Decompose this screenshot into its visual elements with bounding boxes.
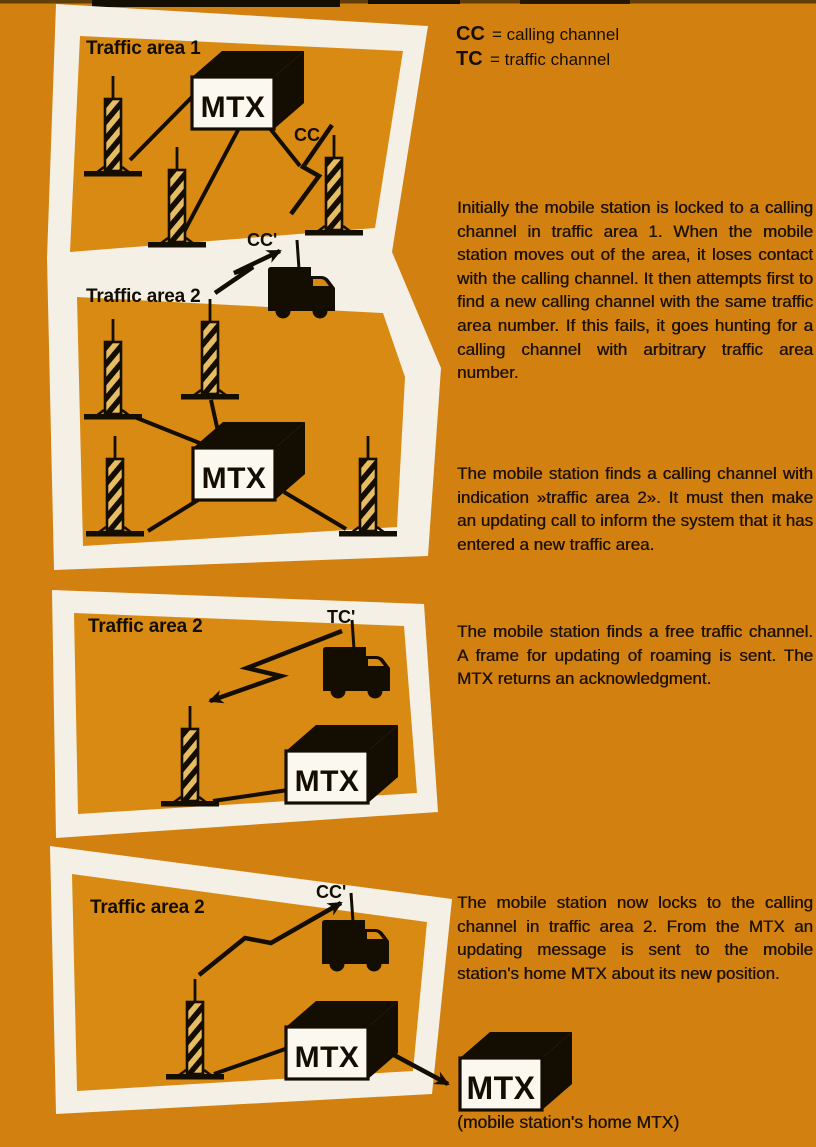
explanation-paragraph-2: The mobile station finds a calling channel with indication »traffic area 2». It must then make an updating call to inform the system that it has entered a new traffic area. [457,464,813,554]
cc-channel-label: CC [294,125,320,145]
home-mtx-label: MTX [466,1070,536,1106]
cc-prime-channel-label: CC' [316,882,347,902]
mtx-box [286,725,398,803]
mtx-label: MTX [294,765,360,798]
legend-cc-definition: = calling channel [492,25,620,44]
mtx-box [286,1001,398,1079]
home-mtx-caption: (mobile station's home MTX) [457,1112,680,1132]
panel-3-title: Traffic area 2 [88,616,203,637]
panel-1-title: Traffic area 1 [86,38,201,59]
mtx-box [192,51,304,129]
mtx-label: MTX [201,462,267,495]
legend-cc-abbr: CC [456,23,485,45]
explanation-paragraph-4: The mobile station now locks to the calling channel in traffic area 2. From the MTX an updating message is sent to the mobile station's home MTX about its new position. [457,893,813,983]
tc-prime-channel-label: TC' [327,607,356,627]
cc-prime-channel-label: CC' [247,230,278,250]
mtx-box [193,422,305,500]
panel-2-interior [77,297,405,546]
mtx-label: MTX [200,91,266,124]
legend-tc-abbr: TC [456,48,483,70]
explanation-paragraph-3: The mobile station finds a free traffic channel. A frame for updating of roaming is sent. The MTX returns an acknowledgment. [457,622,813,689]
home-mtx-box [460,1032,572,1110]
legend [456,23,619,70]
explanation-paragraph-1: Initially the mobile station is locked to a calling channel in traffic area 1. When the mobile station moves out of the area, it loses contact with the calling channel. It then attempts first to find a new calling channel with the same traffic area number. If this fails, it goes hunting for a calling channel with arbitrary traffic area number. [457,198,813,383]
legend-tc-definition: = traffic channel [490,50,611,69]
panel-4-title: Traffic area 2 [90,897,205,918]
panel-2-title: Traffic area 2 [86,286,201,307]
page-top-edge-artifact [0,0,816,7]
mtx-label: MTX [294,1041,360,1074]
